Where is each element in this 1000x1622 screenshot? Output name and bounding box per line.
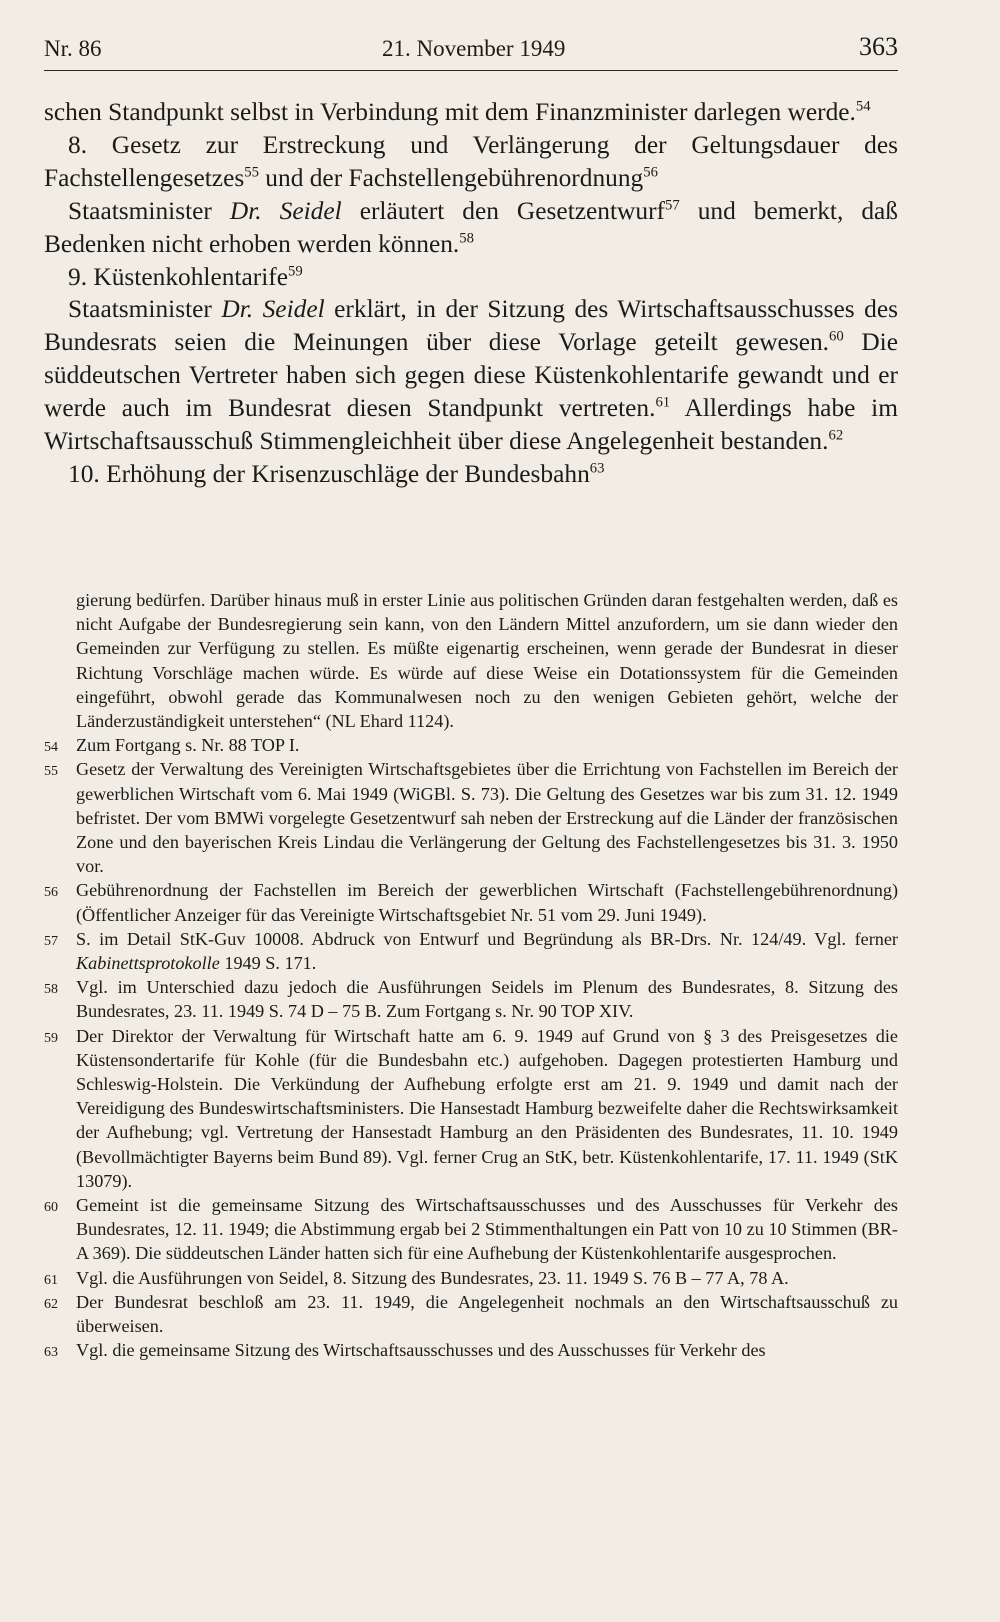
title-emphasis: Dr.: [221, 295, 254, 324]
footnote-number: 60: [44, 1200, 58, 1216]
footnote-58: [44, 975, 898, 1023]
footnote-text: Gemeint ist die gemeinsame Sitzung des Wirtschaftsausschusses und des Ausschusses für Verkehr des Bundesrates, 12. 11. 1949; die Abstimmung ergab bei 2 Stimmenthaltungen ein Patt von 10 zu 10 Stimmen (BR-A 369). Die süddeutschen Länder hatten sich für eine Aufhebung der Küstenkohlentarife ausgesprochen.: [76, 1195, 898, 1264]
page-header: [44, 30, 898, 71]
footnote-56: [44, 878, 898, 926]
text: 8. Gesetz zur Erstreckung und Verlängerung der Geltungsdauer des Fachstellengesetzes: [44, 130, 898, 192]
footnotes: [44, 588, 898, 1363]
text: erklärt, in der Sitzung des Wirtschaftsausschusses des Bundesrats seien die Meinungen über diese Vorlage geteilt gewesen.: [44, 295, 898, 357]
text: Staatsminister: [68, 295, 222, 324]
footnote-ref: 55: [244, 164, 259, 181]
footnote-ref: 63: [589, 460, 605, 477]
footnote-ref: 61: [655, 394, 671, 411]
text: und bemerkt, daß Bedenken nicht erhoben werden können.: [44, 196, 898, 258]
paragraph: [44, 293, 898, 458]
footnote-text: Der Bundesrat beschloß am 23. 11. 1949, die Angelegenheit nochmals an den Wirtschaftsausschuß zu überweisen.: [76, 1291, 898, 1337]
footnote-text: Der Direktor der Verwaltung für Wirtschaft hatte am 6. 9. 1949 auf Grund von § 3 des Preisgesetzes die Küstensondertarife für Kohle (für die Bundesbahn etc.) aufgehoben. Dagegen protestierten Hamburg und Schleswig-Holstein. Die Verkündung der Aufhebung erfolgte erst am 21. 9. 1949 und damit nach der Vereidigung des Bundeswirtschaftsministers. Die Hansestadt Hamburg bezweifelte daher die Rechtswirksamkeit der Aufhebung; vgl. Vertretung der Hansestadt Hamburg an den Präsidenten des Bundesrates, 11. 10. 1949 (Bevollmächtigter Bayerns beim Bund 89). Vgl. ferner Crug an StK, betr. Küstenkohlentarife, 17. 11. 1949 (StK 13079).: [76, 1025, 898, 1191]
footnote-number: 63: [44, 1345, 58, 1361]
footnote-61: [44, 1266, 898, 1290]
main-text: [44, 96, 898, 491]
header-date: 21. November 1949: [382, 36, 566, 61]
paragraph: [44, 96, 898, 129]
text: [262, 197, 280, 225]
footnote-63: [44, 1338, 898, 1362]
footnote-ref: 56: [643, 164, 658, 181]
footnote-continuation: gierung bedürfen. Darüber hinaus muß in erster Linie aus politischen Gründen daran festgehalten werden, daß es nicht Aufgabe der Bundesregierung sein kann, von den Ländern Mittel anzufordern, um sie dann wieder den Gemeinden zur Verfügung zu stellen. Es müßte eigenartig erscheinen, wenn gerade der Bundesrat in dieser Richtung Vorschläge machen würde. Es würde auf diese Weise ein Dotationssystem für die Gemeinden eingeführt, obwohl gerade das Kommunalwesen noch zu den wenigen Gebieten gehört, welche der Länderzuständigkeit unterstehen“ (NL Ehard 1124).: [76, 590, 898, 732]
footnote-text: Gesetz der Verwaltung des Vereinigten Wirtschaftsgebietes über die Errichtung von Fachstellen im Bereich der gewerblichen Wirtschaft vom 6. Mai 1949 (WiGBl. S. 73). Die Geltung des Gesetzes war bis zum 31. 12. 1949 befristet. Der vom BMWi vorgelegte Gesetzentwurf sah neben der Erstreckung auf die Länder der französischen Zone und den bayerischen Kreis Lindau die Verlängerung der Geltung des Fachstellengesetzes bis 31. 3. 1950 vor.: [76, 759, 898, 877]
footnote-ref: 54: [855, 98, 871, 115]
footnote-59: [44, 1024, 898, 1193]
footnote-62: [44, 1290, 898, 1338]
footnote-60: [44, 1193, 898, 1266]
text: [253, 295, 263, 323]
footnote-number: 59: [44, 1030, 58, 1046]
footnote-ref: 58: [459, 230, 474, 247]
agenda-item-8: [44, 129, 898, 195]
footnote-number: 55: [44, 764, 58, 780]
footnote-number: 58: [44, 982, 58, 998]
text: Allerdings habe im Wirtschaftsausschuß Stimmengleichheit über diese Angelegenheit bestanden.: [44, 394, 898, 456]
footnote-57: [44, 927, 898, 975]
text: 9. Küstenkohlentarife: [68, 262, 288, 291]
footnote-text: Vgl. die Ausführungen von Seidel, 8. Sitzung des Bundesrates, 23. 11. 1949 S. 76 B – 77 A, 78 A.: [76, 1267, 789, 1288]
footnote-number: 56: [44, 885, 58, 901]
name-emphasis: Seidel: [279, 196, 342, 225]
publication-title: Kabinettsprotokolle: [76, 953, 220, 974]
page-number: 363: [859, 32, 898, 61]
text: Staatsminister: [68, 196, 230, 225]
footnote-ref: 59: [288, 263, 303, 280]
footnote-text: Zum Fortgang s. Nr. 88 TOP I.: [76, 735, 300, 756]
footnote-54: [44, 733, 898, 757]
footnote-55: [44, 757, 898, 878]
footnote-ref: 62: [828, 427, 844, 444]
title-emphasis: Dr.: [229, 196, 262, 225]
text: Die süddeutschen Vertreter haben sich gegen diese Küstenkohlentarife gewandt und er werde auch im Bundesrat diesen Standpunkt vertreten.: [44, 328, 898, 423]
agenda-item-10: [44, 458, 898, 491]
text: erläutert den Gesetzentwurf: [341, 196, 665, 225]
agenda-item-9: [44, 261, 898, 294]
text: 10. Erhöhung der Krisenzuschläge der Bundesbahn: [68, 459, 590, 488]
document-number: Nr. 86: [44, 36, 102, 61]
footnote-text: Vgl. die gemeinsame Sitzung des Wirtschaftsausschusses und des Ausschusses für Verkehr des: [76, 1340, 766, 1361]
footnote-number: 57: [44, 933, 58, 949]
footnote-number: 62: [44, 1296, 58, 1312]
footnote-text: Vgl. im Unterschied dazu jedoch die Ausführungen Seidels im Plenum des Bundesrates, 8. Sitzung des Bundesrates, 23. 11. 1949 S. 74 D – 75 B. Zum Fortgang s. Nr. 90 TOP XIV.: [76, 977, 898, 1022]
text: schen Standpunkt selbst in Verbindung mit dem Finanzminister darlegen werde.: [44, 98, 856, 126]
name-emphasis: Seidel: [262, 295, 325, 324]
footnote-text: Gebührenordnung der Fachstellen im Bereich der gewerblichen Wirtschaft (Fachstellengebührenordnung) (Öffentlicher Anzeiger für das Vereinigte Wirtschaftsgebiet Nr. 51 vom 29. Juni 1949).: [76, 880, 898, 925]
footnote-number: 54: [44, 740, 58, 756]
text: und der Fachstellengebührenordnung: [258, 163, 644, 192]
footnote-number: 61: [44, 1272, 58, 1288]
paragraph: [44, 195, 898, 261]
footnote-ref: 57: [664, 197, 680, 214]
footnote-text: 1949 S. 171.: [219, 953, 317, 974]
footnote-text: S. im Detail StK-Guv 10008. Abdruck von Entwurf und Begründung als BR-Drs. Nr. 124/49. Vgl. ferner: [76, 928, 898, 949]
footnote-ref: 60: [829, 328, 844, 345]
